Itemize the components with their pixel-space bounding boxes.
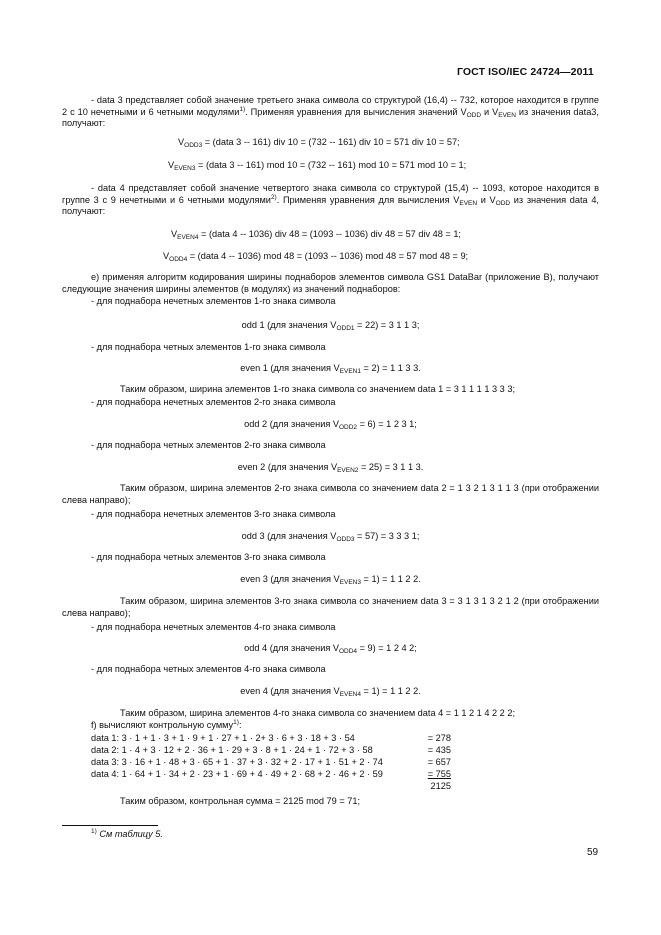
equation-veven4 <box>171 229 461 241</box>
subset-label: - для поднабора нечетных элементов 4-го знака символа <box>91 622 336 632</box>
subset-value <box>0 320 661 332</box>
checksum-row <box>91 745 451 756</box>
text: и V <box>477 194 496 205</box>
paragraph-data4 <box>62 183 599 218</box>
subset-value <box>0 363 661 375</box>
checksum-result: = 435 <box>427 745 451 755</box>
subset-label: - для поднабора четных элементов 1-го знака символа <box>91 342 326 352</box>
text: even 2 (для значения V <box>237 462 338 472</box>
subscript: ODD3 <box>184 142 203 149</box>
checksum-final: Таким образом, контрольная сумма = 2125 mod 79 = 71; <box>120 796 361 806</box>
footnote-ref: 1) <box>233 719 239 726</box>
checksum-result: = 278 <box>427 733 451 743</box>
expr: = (data 3 -- 161) mod 10 = (732 -- 161) mod 10 = 571 mod 10 = 1; <box>195 160 467 170</box>
footnote-divider <box>62 825 158 826</box>
subscript: ODD <box>466 111 482 119</box>
footnote-text: См таблицу 5. <box>99 829 163 839</box>
subset-label: - для поднабора нечетных элементов 2-го знака символа <box>91 397 336 407</box>
checksum-row <box>91 757 451 768</box>
subset-value <box>0 686 661 698</box>
subscript: EVEN <box>498 111 516 119</box>
footnote-mark: 1) <box>91 828 97 835</box>
text: = 9) = 1 2 4 2; <box>357 643 417 653</box>
text: из значения data3, получают: <box>62 106 599 128</box>
text: odd 4 (для значения V <box>244 643 339 653</box>
conclusion-3: Таким образом, ширина элементов 3-го знака символа со значением data 3 = 3 1 3 1 3 2 1 2 (при отображении слева направо); <box>62 596 599 618</box>
text: even 3 (для значения V <box>240 574 340 584</box>
text: odd 1 (для значения V <box>241 320 337 330</box>
subscript: EVEN3 <box>174 165 196 172</box>
conclusion-2: Таким образом, ширина элементов 2-го знака символа со значением data 2 = 1 3 2 1 3 1 1 3 (при отображении слева направо); <box>62 483 599 505</box>
subset-value <box>0 419 661 431</box>
checksum-row <box>91 769 451 780</box>
document-header: ГОСТ ISO/IEC 24724—2011 <box>457 66 594 78</box>
checksum-total-row <box>91 781 451 792</box>
footnote-ref: 1) <box>239 105 246 113</box>
subscript: EVEN3 <box>339 579 361 586</box>
var: V <box>178 137 185 147</box>
expr: = (data 3 -- 161) div 10 = (732 -- 161) div 10 = 571 div 10 = 57; <box>202 137 460 147</box>
text: = 25) = 3 1 1 3. <box>358 462 424 472</box>
text: - data 3 представляет собой значение третьего знака символа со структурой (16,4) -- 732, которое находится в группе 2 с 10 нечетными и 6 четными модулями <box>62 95 599 117</box>
text: = 1) = 1 1 2 2. <box>360 574 421 584</box>
text: odd 2 (для значения V <box>244 419 339 429</box>
text: . Применяя уравнения для вычисления значений V <box>245 106 467 117</box>
subscript: EVEN4 <box>339 691 361 698</box>
checksum-expression: data 1: 3 · 1 + 1 · 3 + 1 · 9 + 1 · 27 + 1 · 2+ 3 · 6 + 3 · 18 + 3 · 54 <box>91 733 355 743</box>
checksum-expression: data 3: 3 · 16 + 1 · 48 + 3 · 65 + 1 · 37 + 3 · 32 + 2 · 17 + 1 · 51 + 2 · 74 <box>91 757 383 767</box>
subset-label: - для поднабора четных элементов 4-го знака символа <box>91 664 326 674</box>
subset-value <box>0 574 661 586</box>
text: = 2) = 1 1 3 3. <box>360 363 421 373</box>
subscript: ODD2 <box>338 424 358 431</box>
paragraph-data3 <box>62 95 599 130</box>
paragraph-e: е) применяя алгоритм кодирования ширины поднаборов элементов символа GS1 DataBar (приложение В), получают следующие значения ширины элементов (в модулях) из значений поднаборов: <box>62 272 599 294</box>
text: even 1 (для значения V <box>240 363 340 373</box>
subscript: EVEN4 <box>177 234 199 241</box>
checksum-expression: data 4: 1 · 64 + 1 · 34 + 2 · 23 + 1 · 69 + 4 · 49 + 2 · 68 + 2 · 46 + 2 · 59 <box>91 769 383 779</box>
subset-value <box>0 462 661 474</box>
checksum-expression: data 2: 1 · 4 + 3 · 12 + 2 · 36 + 1 · 29 + 3 · 8 + 1 · 24 + 1 · 72 + 3 · 58 <box>91 745 373 755</box>
footnote-ref: 2) <box>270 193 277 201</box>
var: V <box>168 160 175 170</box>
text: . Применяя уравнения для вычисления V <box>276 194 460 205</box>
subset-label: - для поднабора нечетных элементов 1-го знака символа <box>91 296 336 306</box>
expr: = (data 4 -- 1036) div 48 = (1093 -- 1036) div 48 = 57 div 48 = 1; <box>198 229 461 239</box>
text: = 6) = 1 2 3 1; <box>357 419 417 429</box>
checksum-result: = 657 <box>427 757 451 767</box>
checksum-total: 2125 <box>430 781 451 791</box>
footnote <box>91 829 163 841</box>
subscript: ODD1 <box>336 325 355 332</box>
subset-value <box>0 531 661 543</box>
equation-vodd3 <box>178 137 460 149</box>
conclusion-1: Таким образом, ширина элементов 1-го знака символа со значением data 1 = 3 1 1 1 1 3 3 3; <box>120 384 515 394</box>
text: f) вычисляют контрольную сумму <box>91 720 234 730</box>
subset-label: - для поднабора нечетных элементов 3-го знака символа <box>91 509 336 519</box>
subscript: ODD4 <box>338 648 358 655</box>
expr: = (data 4 -- 1036) mod 48 = (1093 -- 1036) mod 48 = 57 mod 48 = 9; <box>187 251 469 261</box>
text: = 1) = 1 1 2 2. <box>360 686 421 696</box>
checksum-result: = 755 <box>427 769 451 779</box>
checksum-row <box>91 733 451 744</box>
var: V <box>171 229 178 239</box>
text: = 57) = 3 3 3 1; <box>354 531 420 541</box>
subscript: ODD <box>495 199 511 207</box>
subscript: ODD3 <box>336 536 355 543</box>
equation-vodd4 <box>163 251 468 263</box>
subscript: EVEN2 <box>337 467 359 474</box>
conclusion-4: Таким образом, ширина элементов 4-го знака символа со значением data 4 = 1 1 2 1 4 2 2 2; <box>120 708 515 718</box>
text: = 22) = 3 1 1 3; <box>354 320 420 330</box>
subset-label: - для поднабора четных элементов 2-го знака символа <box>91 440 326 450</box>
text: odd 3 (для значения V <box>241 531 337 541</box>
var: V <box>163 251 170 261</box>
subscript: ODD4 <box>169 256 188 263</box>
text: even 4 (для значения V <box>240 686 340 696</box>
text: из значения data 4, получают: <box>62 194 599 216</box>
page-number: 59 <box>587 847 599 858</box>
subset-label: - для поднабора четных элементов 3-го знака символа <box>91 552 326 562</box>
equation-veven3 <box>168 160 466 172</box>
text: и V <box>481 106 499 117</box>
text: : <box>238 720 242 730</box>
subscript: EVEN1 <box>339 368 361 375</box>
subscript: EVEN <box>459 199 478 207</box>
subset-value <box>0 643 661 655</box>
text: - data 4 представляет собой значение четвертого знака символа со структурой (15,4) -- 1093, которое находится в группе 3 с 9 нечетными и 6 четными модулями <box>62 183 599 205</box>
paragraph-f <box>91 720 242 732</box>
